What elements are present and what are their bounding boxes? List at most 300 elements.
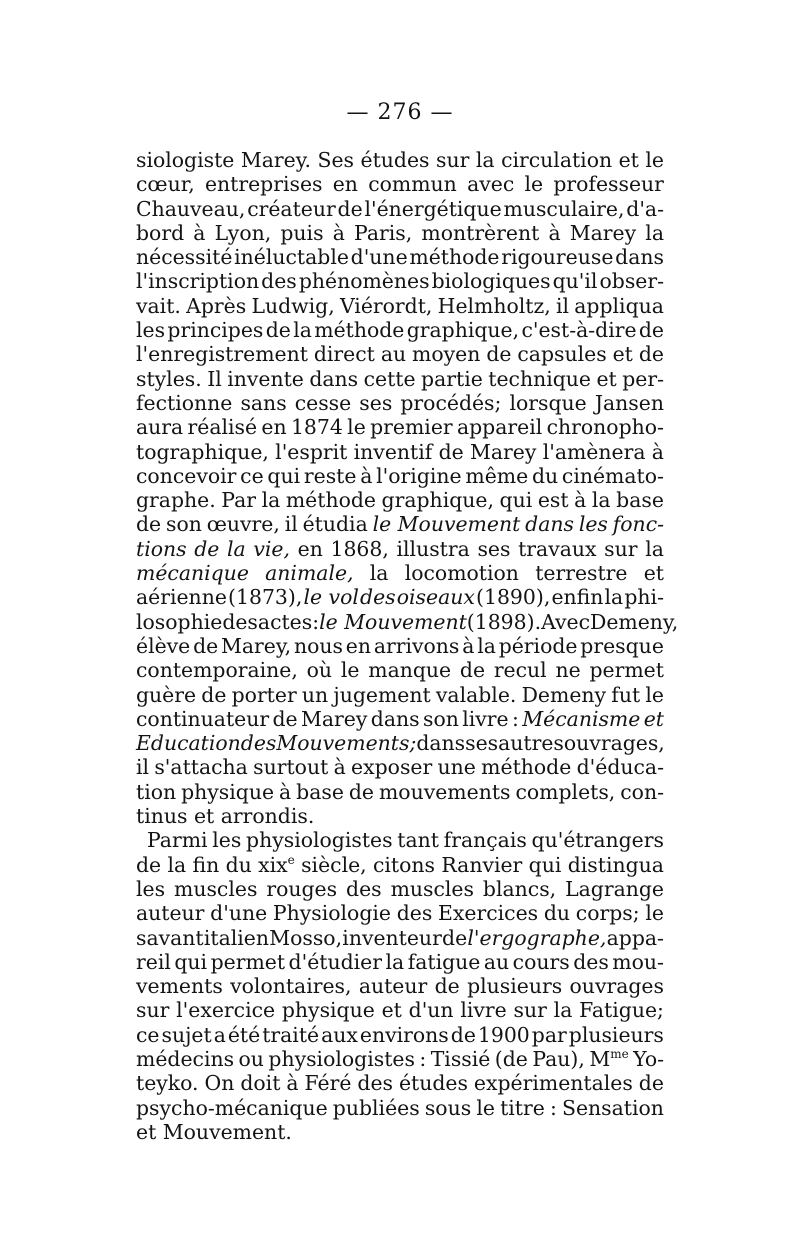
word: méthode (285, 488, 376, 513)
word: d'éduca- (576, 755, 664, 780)
word: ses (477, 536, 511, 561)
word: la (369, 561, 389, 586)
word: puis (280, 220, 324, 245)
word: oiseaux (396, 585, 475, 610)
word: rouges (266, 876, 338, 901)
word: qui (528, 852, 562, 877)
word: ne (555, 658, 581, 683)
word: des (573, 949, 609, 974)
word: Marey, (221, 633, 292, 658)
word: phénomènes (298, 269, 430, 294)
word: cette (363, 366, 416, 391)
word: dans (370, 706, 420, 731)
word: des (357, 1071, 393, 1096)
word: Marey. (240, 148, 312, 172)
word: les (136, 876, 166, 901)
word: graphique, (406, 318, 520, 343)
word: études (398, 1071, 468, 1096)
word: complets, (515, 779, 616, 804)
word: volontaires, (230, 974, 352, 999)
word: siologiste (136, 148, 235, 172)
word: du (225, 852, 252, 877)
word: des (240, 731, 277, 756)
word: Ludwig, (251, 293, 335, 318)
word: dans (309, 366, 359, 391)
word: contemporaine, (136, 658, 298, 683)
word: distingua (567, 852, 664, 877)
word: il (284, 512, 298, 537)
word: cœur, (136, 172, 195, 197)
word: de (442, 925, 468, 950)
word: commun (368, 172, 457, 197)
word: d'une (350, 245, 408, 270)
word: Viérordt, (339, 293, 433, 318)
word: l'enregistrement (136, 342, 308, 367)
word: réalisé (187, 415, 258, 440)
word: ce (136, 1022, 160, 1047)
word: l'esprit (275, 439, 348, 464)
word: tinus (136, 804, 188, 829)
word: Physiologie (272, 901, 391, 926)
word: des (346, 876, 382, 901)
word: la (227, 536, 246, 561)
word: et (643, 561, 664, 586)
word: enfin (551, 585, 604, 610)
word: sans (240, 390, 287, 415)
word: sous (424, 1095, 472, 1120)
paragraph (136, 148, 679, 829)
word: chronopho- (546, 415, 664, 440)
word: est (537, 488, 569, 513)
word: physiologistes (246, 828, 393, 853)
word: (1898). (466, 609, 542, 634)
word: des (360, 585, 396, 610)
word: Il (207, 366, 222, 391)
word: nécessité (136, 245, 233, 270)
word: styles. (136, 366, 202, 391)
word: (1890), (476, 585, 551, 610)
word: recul (493, 658, 547, 683)
word: Mouvements; (276, 731, 417, 756)
word: guère (136, 682, 197, 707)
word: xix$^e$ (258, 852, 295, 877)
word: qui (267, 463, 301, 488)
word: et (136, 1119, 157, 1144)
word: fatigue (407, 949, 481, 974)
word: italien (203, 925, 269, 950)
word: à (279, 779, 292, 804)
text-line (136, 391, 664, 415)
word: direct (313, 342, 375, 367)
word: Education (136, 731, 241, 756)
word: siècle, (301, 852, 367, 877)
word: auteur (136, 901, 205, 926)
text-line (136, 780, 664, 804)
superscript: me (610, 1047, 629, 1062)
text-line (136, 707, 664, 731)
word: et (618, 148, 639, 172)
word: teyko. (136, 1071, 199, 1096)
word: continuateur (136, 706, 270, 731)
word: de (348, 779, 374, 804)
word: la (645, 536, 664, 561)
text-line (136, 755, 664, 779)
text-line (136, 172, 664, 196)
word: livre (462, 706, 509, 731)
word: le Mouvement (372, 512, 521, 537)
word: blancs, (482, 876, 557, 901)
word: expérimentales (473, 1071, 633, 1096)
text-line (136, 901, 664, 925)
text-line (136, 877, 664, 901)
word: exposer (351, 755, 433, 780)
word: son (422, 706, 459, 731)
word: surtout (253, 755, 329, 780)
word: base (616, 488, 664, 513)
word: à (332, 220, 345, 245)
word: presque (580, 633, 664, 658)
word: capsules (517, 342, 607, 367)
word: Féré (304, 1071, 352, 1096)
word: manque (368, 658, 452, 683)
word: inéluctable (234, 245, 349, 270)
word: illustra (396, 536, 470, 561)
word: environs (359, 1022, 449, 1047)
word: la (475, 148, 495, 172)
word: partie (421, 366, 483, 391)
word: graphe. (136, 488, 216, 513)
word: (1873), (228, 585, 303, 610)
word: technique (488, 366, 591, 391)
word: locomotion (404, 561, 519, 586)
word: base (296, 779, 344, 804)
word: aérienne (136, 585, 227, 610)
word: l'amènera (542, 439, 646, 464)
word: moyen (412, 342, 481, 367)
word: c'est-à-dire (521, 318, 637, 343)
word: le (645, 901, 664, 926)
word: : (549, 1095, 557, 1120)
word: mécanique (136, 561, 249, 586)
word: créateur (247, 196, 336, 221)
word: d'étudier (288, 949, 382, 974)
word: physique (181, 779, 275, 804)
word: professeur (553, 172, 664, 197)
word: de (265, 318, 291, 343)
paragraph (136, 828, 664, 1144)
text-line (136, 585, 664, 609)
text-line (136, 998, 664, 1022)
word: dans (525, 512, 574, 537)
superscript: e (287, 852, 295, 867)
word: Ranvier (441, 852, 523, 877)
word: sur (136, 998, 170, 1023)
body-text (136, 148, 679, 1144)
word: muscles (174, 876, 258, 901)
word: français (443, 828, 527, 853)
word: Après (186, 293, 247, 318)
word: ce (240, 463, 264, 488)
word: méthode (481, 755, 572, 780)
word: On (204, 1071, 235, 1096)
word: étudia (302, 512, 368, 537)
word: titre (500, 1095, 545, 1120)
word: bord (136, 220, 185, 245)
word: reste (303, 463, 357, 488)
text-line (136, 828, 664, 852)
word: des (222, 609, 258, 634)
word: cesse (294, 390, 352, 415)
word: de (201, 682, 227, 707)
text-line (136, 221, 664, 245)
word: physique (281, 998, 375, 1023)
word: tion (136, 779, 177, 804)
word: montrèrent (421, 220, 540, 245)
word: de (438, 439, 464, 464)
word: en (332, 172, 358, 197)
word: citons (372, 852, 435, 877)
word: Marey (470, 439, 537, 464)
word: Parmi (147, 828, 208, 853)
word: les (578, 512, 608, 537)
word: permet (210, 949, 286, 974)
word: Jansen (594, 390, 664, 415)
word: Ses (317, 148, 355, 172)
word: au (483, 949, 510, 974)
word: animale, (265, 561, 354, 586)
word: à (193, 220, 206, 245)
word: terrestre (535, 561, 628, 586)
word: arrondis. (220, 804, 315, 829)
word: corps; (575, 901, 640, 926)
text-line (136, 245, 664, 269)
word: la (261, 488, 281, 513)
word: vements (136, 974, 223, 999)
word: de (136, 852, 162, 877)
text-line (136, 658, 664, 682)
word: les (212, 828, 242, 853)
text-line (136, 731, 664, 755)
word: Marey (569, 220, 637, 245)
text-line (136, 683, 664, 707)
word: en (261, 415, 287, 440)
word: fonc- (612, 512, 664, 537)
word: jugement (333, 682, 431, 707)
word: l'ergographe, (467, 925, 607, 950)
word: le (340, 658, 360, 683)
word: nous (293, 633, 343, 658)
word: travaux (518, 536, 597, 561)
word: d'a- (626, 196, 664, 221)
word: Helmholtz, (437, 293, 551, 318)
word: 1868, (330, 536, 389, 561)
word: per- (622, 366, 664, 391)
word: de (486, 342, 512, 367)
word: la (553, 998, 573, 1023)
word: où (306, 658, 333, 683)
word: tant (397, 828, 439, 853)
word: élève (136, 633, 191, 658)
word: le vol (303, 585, 359, 610)
text-line (136, 609, 679, 634)
word: dans (416, 731, 466, 756)
word: fin (192, 852, 220, 877)
word: l'exercice (176, 998, 276, 1023)
word: inventif (353, 439, 433, 464)
word: ouvrages (569, 974, 664, 999)
word: qu'il (552, 269, 598, 294)
word: et (193, 804, 215, 829)
word: et (596, 366, 617, 391)
word: de (459, 658, 486, 683)
text-line (136, 440, 664, 464)
word: Lagrange (565, 876, 664, 901)
word: autres (498, 731, 564, 756)
word: concevoir (136, 463, 237, 488)
word: méthode (409, 245, 500, 270)
word: ses (359, 390, 393, 415)
text-line (136, 1047, 664, 1071)
word: Avec (541, 609, 590, 634)
word: Marey (301, 706, 368, 731)
text-line (136, 926, 664, 950)
word: Yo- (633, 1046, 664, 1071)
text-line (136, 950, 664, 974)
word: d'une (210, 901, 268, 926)
word: traité (262, 1022, 320, 1047)
text-line (136, 804, 664, 828)
word: appliqua (574, 293, 664, 318)
word: cours (512, 949, 570, 974)
word: sur (513, 998, 547, 1023)
word: muscles (390, 876, 474, 901)
text-line (136, 318, 664, 342)
word: phi- (624, 585, 664, 610)
word: appa- (606, 925, 664, 950)
text-line (136, 367, 664, 391)
word: à (462, 633, 475, 658)
word: plusieurs (568, 1022, 664, 1047)
word: même (465, 463, 529, 488)
text-line (136, 415, 664, 439)
word: de (638, 318, 664, 343)
word: des (261, 269, 297, 294)
word: de (136, 512, 162, 537)
word: la (167, 852, 187, 877)
word: publiées (332, 1095, 420, 1120)
word: Mécanisme (522, 706, 641, 731)
word: inventeur (342, 925, 442, 950)
word: : (419, 1046, 427, 1071)
word: : (512, 706, 519, 731)
word: une (437, 755, 476, 780)
text-line (136, 269, 664, 293)
word: à (333, 755, 346, 780)
word: études (360, 148, 430, 172)
word: psycho-mécanique (136, 1095, 328, 1120)
word: de (638, 342, 664, 367)
word: plusieurs (467, 974, 563, 999)
word: (de (494, 1046, 528, 1071)
word: Paris, (354, 220, 413, 245)
word: Tissié (430, 1046, 491, 1071)
word: rigoureuse (501, 245, 614, 270)
word: à (360, 463, 373, 488)
word: appareil (456, 415, 543, 440)
word: et (381, 998, 402, 1023)
word: livre (460, 998, 507, 1023)
word: circulation (501, 148, 613, 172)
word: l'origine (376, 463, 462, 488)
word: qu'étrangers (531, 828, 664, 853)
text-line (136, 148, 664, 172)
word: graphique, (381, 488, 494, 513)
text-line (136, 342, 664, 366)
word: tographique, (136, 439, 269, 464)
word: vait. (136, 293, 181, 318)
word: qui (499, 488, 533, 513)
word: la (645, 220, 664, 245)
word: du (531, 463, 559, 488)
word: et (612, 342, 633, 367)
word: médecins (136, 1046, 235, 1071)
word: tions (136, 536, 187, 561)
word: Fatigue; (579, 998, 664, 1023)
word: mouvements (378, 779, 511, 804)
word: l'inscription (136, 269, 260, 294)
word: permet (589, 658, 664, 683)
word: la (293, 318, 312, 343)
word: Demeny (521, 682, 607, 707)
word: aura (136, 415, 184, 440)
word: par (531, 1022, 567, 1047)
word: fectionne (136, 390, 233, 415)
word: fut (611, 682, 641, 707)
word: entreprises (204, 172, 323, 197)
word: arrivons (373, 633, 460, 658)
text-line (136, 537, 664, 561)
word: 1900 (477, 1022, 530, 1047)
word: vie, (253, 536, 290, 561)
word: la (591, 488, 611, 513)
text-line (136, 512, 664, 536)
word: Pau), (532, 1046, 585, 1071)
word: l'énergétique (364, 196, 502, 221)
word: de (194, 536, 220, 561)
text-line (136, 1096, 664, 1120)
word: Sensation (562, 1095, 664, 1120)
word: avec (467, 172, 515, 197)
word: de (638, 1071, 664, 1096)
word: en (297, 536, 323, 561)
text-line (136, 488, 664, 512)
word: savant (136, 925, 204, 950)
word: été (227, 1022, 261, 1047)
text-line (136, 197, 664, 221)
word: physiologistes (268, 1046, 415, 1071)
word: a (213, 1022, 226, 1047)
word: doit (240, 1071, 281, 1096)
word: à (548, 220, 561, 245)
word: la (385, 949, 405, 974)
word: ouvrages, (563, 731, 665, 756)
word: le Mouvement (319, 609, 467, 634)
word: s'attacha (154, 755, 248, 780)
word: à (651, 439, 664, 464)
text-line (136, 1023, 664, 1047)
word: aux (321, 1022, 358, 1047)
word: il (555, 293, 570, 318)
